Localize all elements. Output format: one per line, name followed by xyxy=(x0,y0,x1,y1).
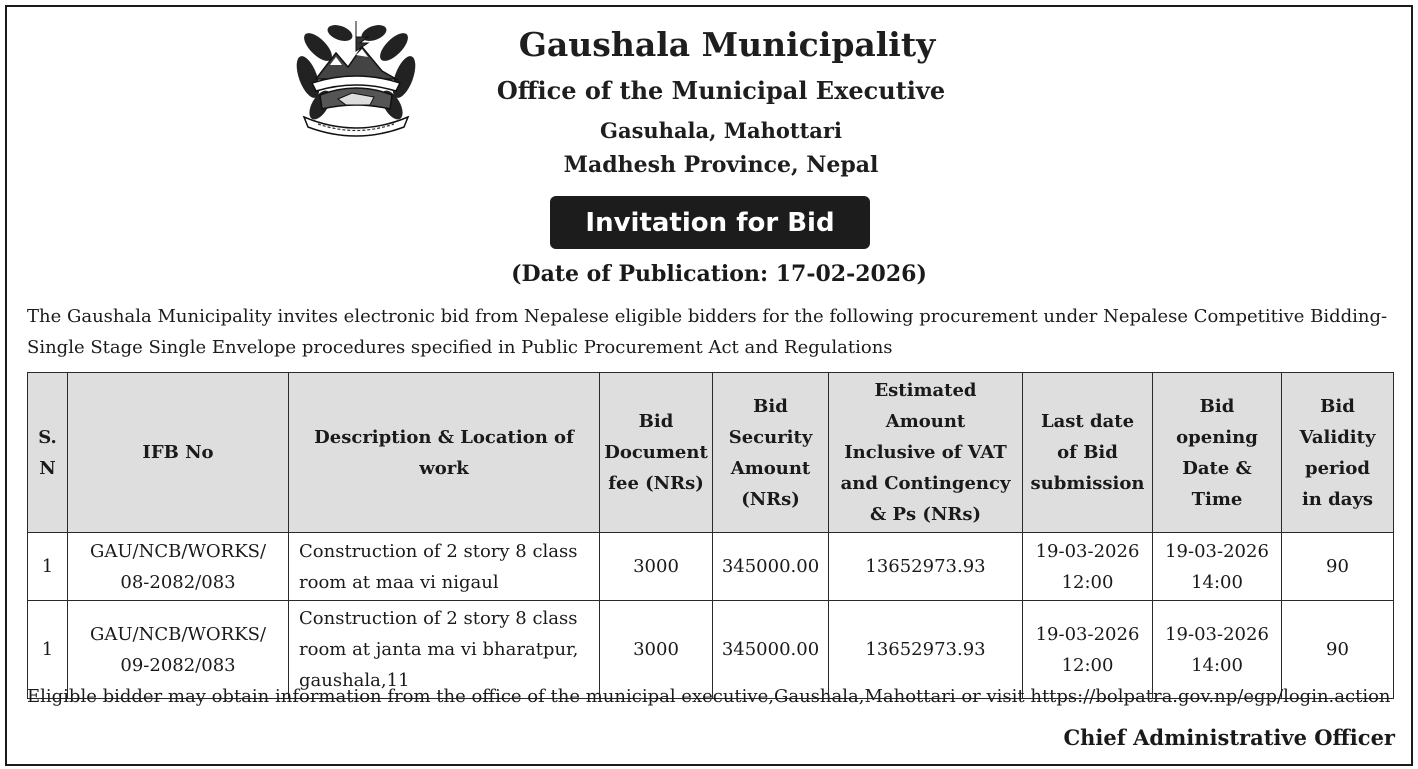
notice-title-badge xyxy=(550,196,870,249)
cell-description: Construction of 2 story 8 class room at maa vi nigaul xyxy=(289,533,600,601)
publication-date: (Date of Publication: 17-02-2026) xyxy=(511,261,927,287)
intro-paragraph xyxy=(27,301,1397,363)
col-header-security: Bid Security Amount (NRs) xyxy=(713,373,829,533)
cell-security: 345000.00 xyxy=(713,533,829,601)
cell-doc-fee: 3000 xyxy=(600,533,713,601)
signatory: Chief Administrative Officer xyxy=(1063,725,1395,750)
office-address: Gasuhala, Mahottari xyxy=(600,118,842,143)
intro-line: Single Stage Single Envelope procedures specified in Public Procurement Act and Regulations xyxy=(27,337,893,358)
col-header-validity: Bid Validity period in days xyxy=(1282,373,1394,533)
table-header-row xyxy=(28,373,1394,533)
cell-sn: 1 xyxy=(28,533,68,601)
office-province: Madhesh Province, Nepal xyxy=(563,152,879,178)
org-name: Gaushala Municipality xyxy=(518,25,936,64)
footer-info: Eligible bidder may obtain information from the office of the municipal executive,Gaushala,Mahottari or visit https://bolpatra.gov.np/egp/login.action xyxy=(27,686,1391,707)
intro-line: The Gaushala Municipality invites electronic bid from Nepalese eligible bidders for the following procurement under Nepalese Competitive Bidding- xyxy=(27,306,1388,327)
office-name: Office of the Municipal Executive xyxy=(496,76,946,105)
col-header-doc-fee: Bid Document fee (NRs) xyxy=(600,373,713,533)
cell-security: 345000.00 xyxy=(713,601,829,699)
table-row xyxy=(28,533,1394,601)
cell-opening: 19-03-2026 14:00 xyxy=(1153,601,1282,699)
cell-last-date: 19-03-2026 12:00 xyxy=(1023,601,1153,699)
cell-sn: 1 xyxy=(28,601,68,699)
col-header-sn: S. N xyxy=(28,373,68,533)
cell-validity: 90 xyxy=(1282,601,1394,699)
cell-estimate: 13652973.93 xyxy=(829,533,1023,601)
cell-ifb: GAU/NCB/WORKS/ 09-2082/083 xyxy=(68,601,289,699)
col-header-ifb: IFB No xyxy=(68,373,289,533)
table-row xyxy=(28,601,1394,699)
notice-page xyxy=(5,5,1413,766)
cell-last-date: 19-03-2026 12:00 xyxy=(1023,533,1153,601)
cell-validity: 90 xyxy=(1282,533,1394,601)
cell-description: Construction of 2 story 8 class room at janta ma vi bharatpur, gaushala,11 xyxy=(289,601,600,699)
bid-table xyxy=(27,372,1394,699)
notice-title: Invitation for Bid xyxy=(585,207,835,238)
col-header-opening: Bid opening Date & Time xyxy=(1153,373,1282,533)
col-header-estimate: Estimated Amount Inclusive of VAT and Contingency & Ps (NRs) xyxy=(829,373,1023,533)
cell-estimate: 13652973.93 xyxy=(829,601,1023,699)
col-header-description: Description & Location of work xyxy=(289,373,600,533)
cell-opening: 19-03-2026 14:00 xyxy=(1153,533,1282,601)
cell-doc-fee: 3000 xyxy=(600,601,713,699)
col-header-last-date: Last date of Bid submission xyxy=(1023,373,1153,533)
cell-ifb: GAU/NCB/WORKS/ 08-2082/083 xyxy=(68,533,289,601)
